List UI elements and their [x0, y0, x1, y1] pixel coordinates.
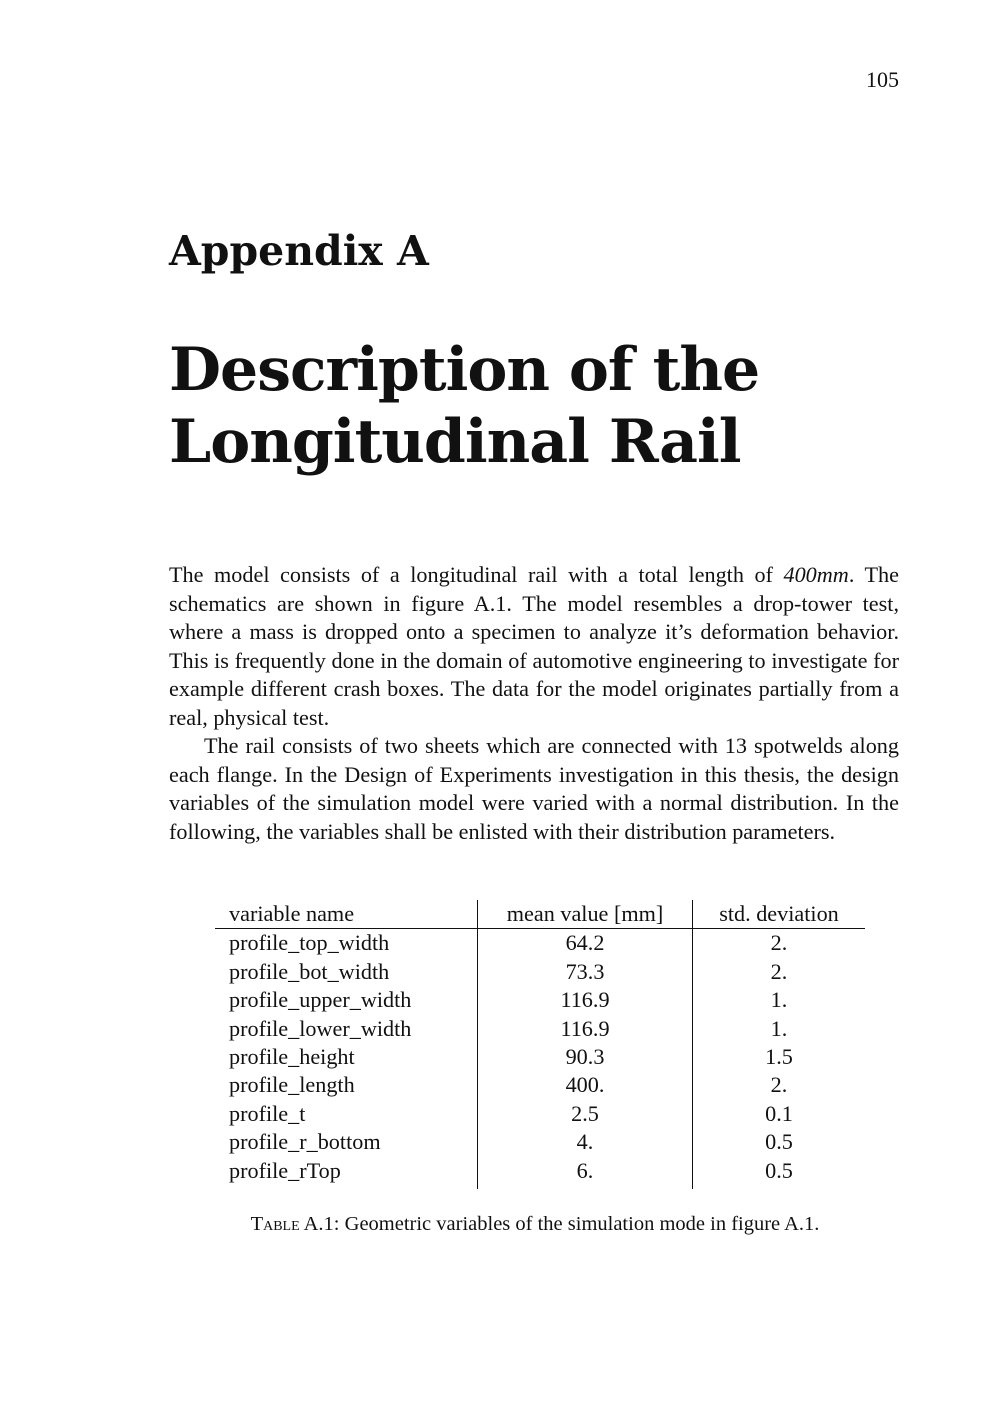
cell-mean-value: 400.	[478, 1071, 693, 1099]
cell-mean-value: 64.2	[478, 929, 693, 958]
caption-label: Table A.1:	[250, 1213, 340, 1235]
table-header-row	[215, 900, 865, 929]
cell-variable-name: profile_t	[229, 1100, 306, 1126]
cell-mean-value: 90.3	[478, 1043, 693, 1071]
cell-std-deviation: 0.1	[693, 1100, 866, 1128]
cell-variable-name: profile_lower_width	[229, 1015, 412, 1041]
cell-mean-value: 73.3	[478, 958, 693, 986]
paragraph-1-text-end: . The schematics are shown in figure A.1. The model resembles a drop-tower test, where a mass is dropped onto a specimen to analyze it’s deformation behavior. This is frequently done in the domain of automotive engineering to investigate for example different crash boxes. The data for the model originates partially from a real, physical test.	[169, 562, 899, 730]
paragraph-2: The rail consists of two sheets which are connected with 13 spotwelds along each flange. In the Design of Experiments investigation in this thesis, the design variables of the simulation model were varied with a normal distribution. In the following, the variables shall be enlisted with their distribution parameters.	[169, 733, 899, 844]
table-row	[215, 958, 865, 986]
header-std-deviation: std. deviation	[693, 900, 866, 929]
cell-std-deviation: 0.5	[693, 1157, 866, 1189]
table-row	[215, 1015, 865, 1043]
page-number: 105	[866, 67, 899, 92]
table-row	[215, 1128, 865, 1156]
caption-text: Geometric variables of the simulation mode in figure A.1.	[339, 1213, 820, 1235]
table-row	[215, 1071, 865, 1099]
cell-mean-value: 4.	[478, 1128, 693, 1156]
table-caption	[215, 1210, 855, 1238]
cell-std-deviation: 1.	[693, 986, 866, 1014]
cell-std-deviation: 1.	[693, 1015, 866, 1043]
cell-variable-name: profile_r_bottom	[229, 1129, 381, 1155]
cell-mean-value: 116.9	[478, 1015, 693, 1043]
cell-std-deviation: 2.	[693, 929, 866, 958]
header-mean-value: mean value [mm]	[478, 900, 693, 929]
header-variable-name: variable name	[215, 900, 478, 929]
paragraph-1	[169, 561, 899, 732]
cell-std-deviation: 1.5	[693, 1043, 866, 1071]
chapter-title-line-2: Longitudinal Rail	[169, 407, 741, 477]
body-text	[169, 561, 899, 846]
cell-variable-name: profile_bot_width	[229, 958, 390, 984]
cell-variable-name: profile_rTop	[229, 1157, 341, 1183]
appendix-label: Appendix A	[169, 227, 429, 275]
cell-mean-value: 116.9	[478, 986, 693, 1014]
table-row	[215, 1157, 865, 1189]
cell-std-deviation: 0.5	[693, 1128, 866, 1156]
cell-mean-value: 6.	[478, 1157, 693, 1189]
cell-mean-value: 2.5	[478, 1100, 693, 1128]
chapter-title-line-1: Description of the	[169, 335, 760, 405]
cell-variable-name: profile_upper_width	[229, 987, 412, 1013]
cell-variable-name: profile_top_width	[229, 930, 390, 956]
table-row	[215, 986, 865, 1014]
table-row	[215, 1100, 865, 1128]
table-row	[215, 1043, 865, 1071]
cell-variable-name: profile_height	[229, 1044, 355, 1070]
variables-table	[215, 900, 865, 1189]
chapter-title	[169, 334, 909, 478]
length-math: 400mm	[783, 562, 849, 587]
cell-variable-name: profile_length	[229, 1072, 355, 1098]
table-row	[215, 929, 865, 958]
paragraph-1-text-start: The model consists of a longitudinal rail with a total length of	[169, 562, 784, 587]
cell-std-deviation: 2.	[693, 1071, 866, 1099]
cell-std-deviation: 2.	[693, 958, 866, 986]
